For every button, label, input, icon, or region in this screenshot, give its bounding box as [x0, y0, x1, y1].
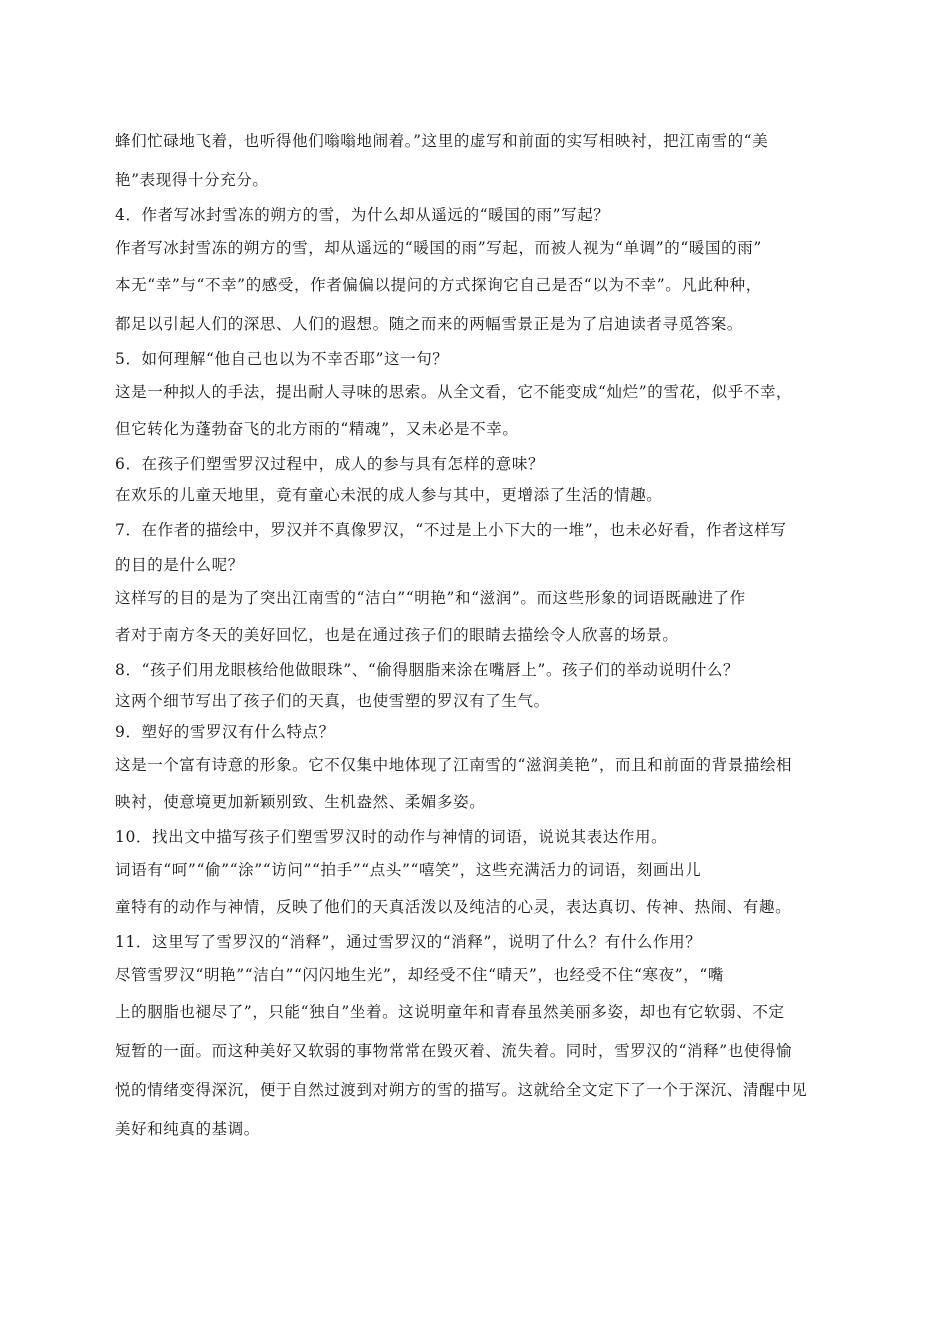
answer-line: 但它转化为蓬勃奋飞的北方雨的“精魂”，又未必是不幸。 — [115, 420, 519, 438]
answer-line: 者对于南方冬天的美好回忆，也是在通过孩子们的眼睛去描绘令人欣喜的场景。 — [115, 626, 679, 644]
question-line: 4．作者写冰封雪冻的朔方的雪，为什么却从遥远的“暖国的雨”写起？ — [115, 206, 610, 224]
question-line: 10．找出文中描写孩子们塑雪罗汉时的动作与神情的词语，说说其表达作用。 — [115, 828, 668, 846]
answer-line: 这样写的目的是为了突出江南雪的“洁白”“明艳”和“滋润”。而这些形象的词语既融进了作 — [115, 589, 746, 607]
question-line: 7．在作者的描绘中，罗汉并不真像罗汉，“不过是上小下大的一堆”，也未必好看，作者这样写 — [115, 521, 787, 539]
answer-line: 上的胭脂也褪尽了”，只能“独自”坐着。这说明童年和青春虽然美丽多姿，却也有它软弱、不定 — [115, 1003, 785, 1021]
question-line: 11．这里写了雪罗汉的“消释”，通过雪罗汉的“消释”，说明了什么？有什么作用？ — [115, 933, 702, 951]
answer-line: 这是一种拟人的手法，提出耐人寻味的思索。从全文看，它不能变成“灿烂”的雪花，似乎不幸， — [115, 383, 793, 401]
answer-line: 词语有“呵”“偷”“涂”“访问”“拍手”“点头”“嘻笑”，这些充满活力的词语，刻画出儿 — [115, 861, 702, 879]
question-line: 5．如何理解“他自己也以为不幸否耶”这一句？ — [115, 350, 449, 368]
answer-line: 悦的情绪变得深沉，便于自然过渡到对朔方的雪的描写。这就给全文定下了一个于深沉、清醒中见 — [115, 1081, 808, 1099]
answer-line: 美好和纯真的基调。 — [115, 1120, 260, 1138]
text-line: 蜂们忙碌地飞着，也听得他们嗡嗡地闹着。”这里的虚写和前面的实写相映衬，把江南雪的“美 — [115, 132, 769, 150]
answer-line: 映衬，使意境更加新颖别致、生机盎然、柔媚多姿。 — [115, 793, 486, 811]
answer-line: 本无“幸”与“不幸”的感受，作者偏偏以提问的方式探询它自己是否“以为不幸”。凡此种种， — [115, 276, 762, 294]
answer-line: 短暂的一面。而这种美好又软弱的事物常常在毁灭着、流失着。同时，雪罗汉的“消释”也使得愉 — [115, 1042, 793, 1060]
answer-line: 童特有的动作与神情，反映了他们的天真活泼以及纯洁的心灵，表达真切、传神、热闹、有趣。 — [115, 898, 792, 916]
document-body — [115, 122, 840, 1149]
question-line: 8．“孩子们用龙眼核给他做眼珠”、“偷得胭脂来涂在嘴唇上”。孩子们的举动说明什么？ — [115, 661, 740, 679]
question-line: 9．塑好的雪罗汉有什么特点？ — [115, 723, 335, 741]
answer-line: 这两个细节写出了孩子们的天真，也使雪塑的罗汉有了生气。 — [115, 692, 550, 710]
answer-line: 都足以引起人们的深思、人们的遐想。随之而来的两幅雪景正是为了启迪读者寻觅答案。 — [115, 315, 743, 333]
answer-line: 这是一个富有诗意的形象。它不仅集中地体现了江南雪的“滋润美艳”，而且和前面的背景描绘相 — [115, 756, 793, 774]
answer-line: 作者写冰封雪冻的朔方的雪，却从遥远的“暖国的雨”写起，而被人视为“单调”的“暖国的雨” — [115, 239, 762, 257]
question-line: 的目的是什么呢？ — [115, 556, 244, 574]
question-line: 6．在孩子们塑雪罗汉过程中，成人的参与具有怎样的意味？ — [115, 455, 545, 473]
answer-line: 尽管雪罗汉“明艳”“洁白”“闪闪地生光”，却经受不住“晴天”，也经受不住“寒夜”，“嘴 — [115, 966, 724, 984]
answer-line: 在欢乐的儿童天地里，竟有童心未泯的成人参与其中，更增添了生活的情趣。 — [115, 486, 663, 504]
text-line: 艳”表现得十分充分。 — [115, 171, 269, 189]
